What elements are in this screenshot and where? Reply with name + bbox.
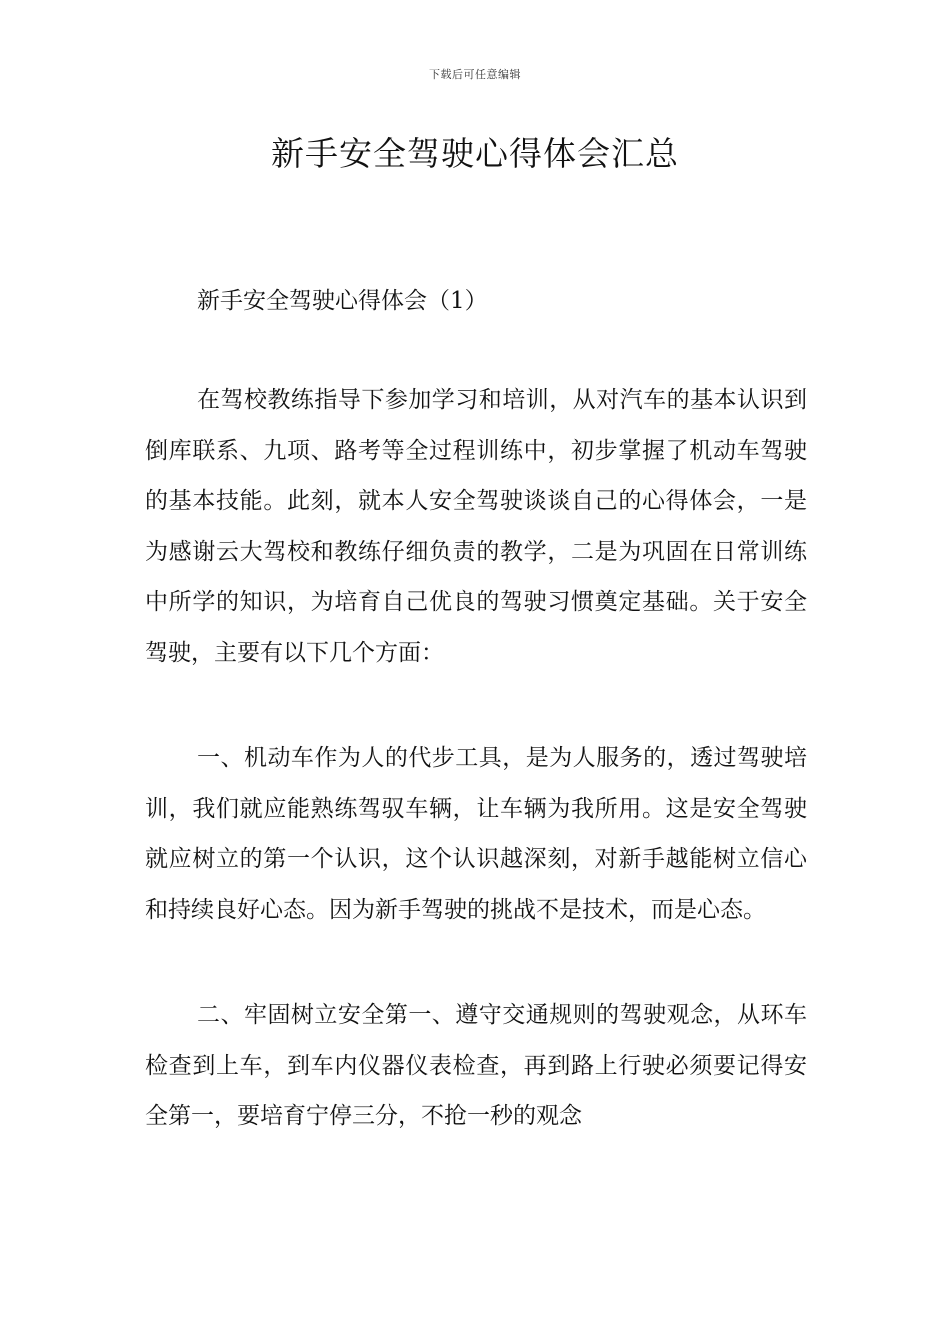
document-body [145, 282, 807, 1142]
paragraph-intro: 在驾校教练指导下参加学习和培训，从对汽车的基本认识到倒库联系、九项、路考等全过程训练中，初步掌握了机动车驾驶的基本技能。此刻，就本人安全驾驶谈谈自己的心得体会，一是为感谢云大驾校和教练仔细负责的教学，二是为巩固在日常训练中所学的知识，为培育自己优良的驾驶习惯奠定基础。关于安全驾驶，主要有以下几个方面： [145, 387, 807, 666]
section-heading: 新手安全驾驶心得体会（1） [197, 288, 488, 314]
document-title: 新手安全驾驶心得体会汇总 [271, 134, 679, 173]
paragraph-point-one: 一、机动车作为人的代步工具，是为人服务的，透过驾驶培训，我们就应能熟练驾驭车辆，让车辆为我所用。这是安全驾驶就应树立的第一个认识，这个认识越深刻，对新手越能树立信心和持续良好心态。因为新手驾驶的挑战不是技术，而是心态。 [145, 745, 807, 923]
header-note: 下载后可任意编辑 [429, 68, 521, 81]
paragraph-point-two: 二、牢固树立安全第一、遵守交通规则的驾驶观念，从环车检查到上车，到车内仪器仪表检查，再到路上行驶必须要记得安全第一，要培育宁停三分，不抢一秒的观念 [145, 1002, 807, 1129]
